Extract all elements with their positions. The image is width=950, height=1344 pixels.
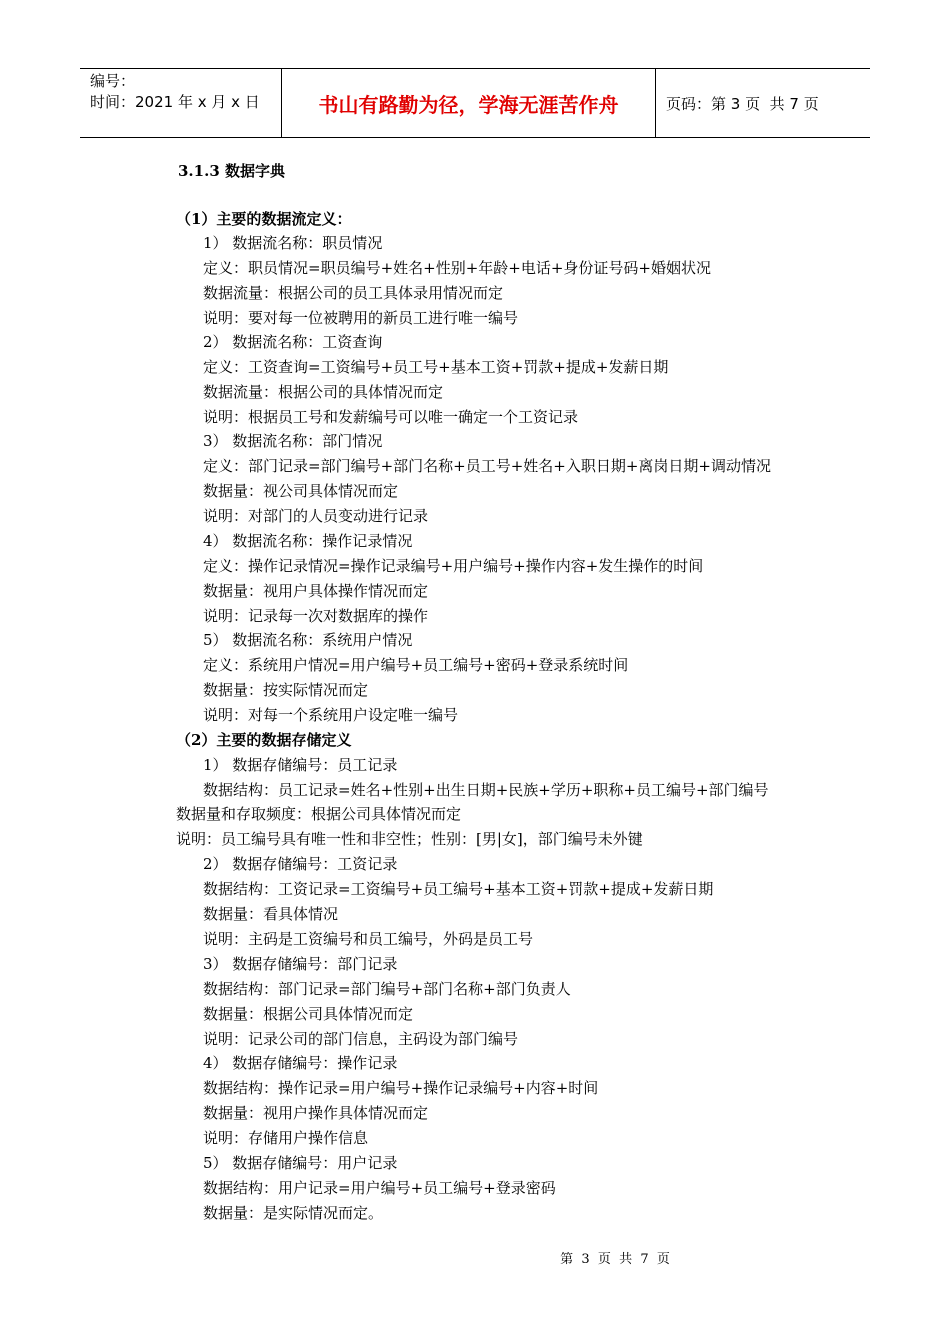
part1-line: 数据流量：根据公司的员工具体录用情况而定	[203, 284, 504, 302]
page-header	[80, 68, 870, 138]
part2-line: 说明：存储用户操作信息	[203, 1129, 369, 1147]
part1-line: 1） 数据流名称：职员情况	[203, 234, 383, 252]
part2-line: 说明：员工编号具有唯一性和非空性；性别：[男|女]，部门编号未外键	[176, 830, 643, 848]
part2-line: 4） 数据存储编号：操作记录	[203, 1054, 398, 1072]
part1-line: 说明：记录每一次对数据库的操作	[203, 607, 429, 625]
part1-line: 5） 数据流名称：系统用户情况	[203, 631, 413, 649]
part2-line: 说明：记录公司的部门信息，主码设为部门编号	[203, 1030, 519, 1048]
section-title: 3.1.3 数据字典	[178, 162, 285, 180]
part2-line: 2） 数据存储编号：工资记录	[203, 855, 398, 873]
part1-line: 4） 数据流名称：操作记录情况	[203, 532, 413, 550]
part1-line: 数据量：按实际情况而定	[203, 681, 369, 699]
part2-line: 数据量和存取频度：根据公司具体情况而定	[176, 805, 462, 823]
part1-title: （1）主要的数据流定义：	[176, 210, 352, 228]
part1-line: 定义：操作记录情况=操作记录编号+用户编号+操作内容+发生操作的时间	[203, 557, 704, 575]
part2-line: 数据量：根据公司具体情况而定	[203, 1005, 414, 1023]
header-page-info	[656, 69, 870, 137]
part2-title: （2）主要的数据存储定义	[176, 731, 352, 749]
header-number: 编号：	[90, 72, 136, 90]
part2-line: 1） 数据存储编号：员工记录	[203, 756, 398, 774]
part2-line: 数据结构：部门记录=部门编号+部门名称+部门负责人	[203, 980, 571, 998]
page-footer: 第 3 页 共 7 页	[560, 1252, 670, 1267]
header-time: 时间：2021 年 x 月 x 日	[90, 93, 260, 111]
part1-line: 定义：部门记录=部门编号+部门名称+员工号+姓名+入职日期+离岗日期+调动情况	[203, 457, 771, 475]
part2-line: 数据量：是实际情况而定。	[203, 1204, 384, 1222]
part1-line: 说明：根据员工号和发薪编号可以唯一确定一个工资记录	[203, 408, 579, 426]
part2-line: 5） 数据存储编号：用户记录	[203, 1154, 398, 1172]
part2-line: 3） 数据存储编号：部门记录	[203, 955, 398, 973]
part2-line: 数据结构：员工记录=姓名+性别+出生日期+民族+学历+职称+员工编号+部门编号	[203, 781, 769, 799]
part1-line: 定义：系统用户情况=用户编号+员工编号+密码+登录系统时间	[203, 656, 629, 674]
part1-line: 定义：工资查询=工资编号+员工号+基本工资+罚款+提成+发薪日期	[203, 358, 669, 376]
part2-line: 数据量：看具体情况	[203, 905, 339, 923]
part1-line: 说明：要对每一位被聘用的新员工进行唯一编号	[203, 309, 519, 327]
part1-line: 数据量：视用户具体操作情况而定	[203, 582, 429, 600]
header-motto: 书山有路勤为径，学海无涯苦作舟	[282, 69, 656, 137]
part1-line: 定义：职员情况=职员编号+姓名+性别+年龄+电话+身份证号码+婚姻状况	[203, 259, 711, 277]
part2-line: 数据结构：工资记录=工资编号+员工编号+基本工资+罚款+提成+发薪日期	[203, 880, 714, 898]
part2-line: 数据结构：操作记录=用户编号+操作记录编号+内容+时间	[203, 1079, 599, 1097]
part1-line: 2） 数据流名称：工资查询	[203, 333, 383, 351]
part1-line: 说明：对部门的人员变动进行记录	[203, 507, 429, 525]
header-meta	[80, 69, 282, 137]
part1-line: 数据量：视公司具体情况而定	[203, 482, 399, 500]
part1-line: 说明：对每一个系统用户设定唯一编号	[203, 706, 459, 724]
part2-line: 数据结构：用户记录=用户编号+员工编号+登录密码	[203, 1179, 556, 1197]
part1-line: 3） 数据流名称：部门情况	[203, 432, 383, 450]
header-page-label: 页码：第 3 页 共 7 页	[666, 94, 819, 113]
part1-line: 数据流量：根据公司的具体情况而定	[203, 383, 444, 401]
part2-line: 数据量：视用户操作具体情况而定	[203, 1104, 429, 1122]
part2-line: 说明：主码是工资编号和员工编号，外码是员工号	[203, 930, 534, 948]
